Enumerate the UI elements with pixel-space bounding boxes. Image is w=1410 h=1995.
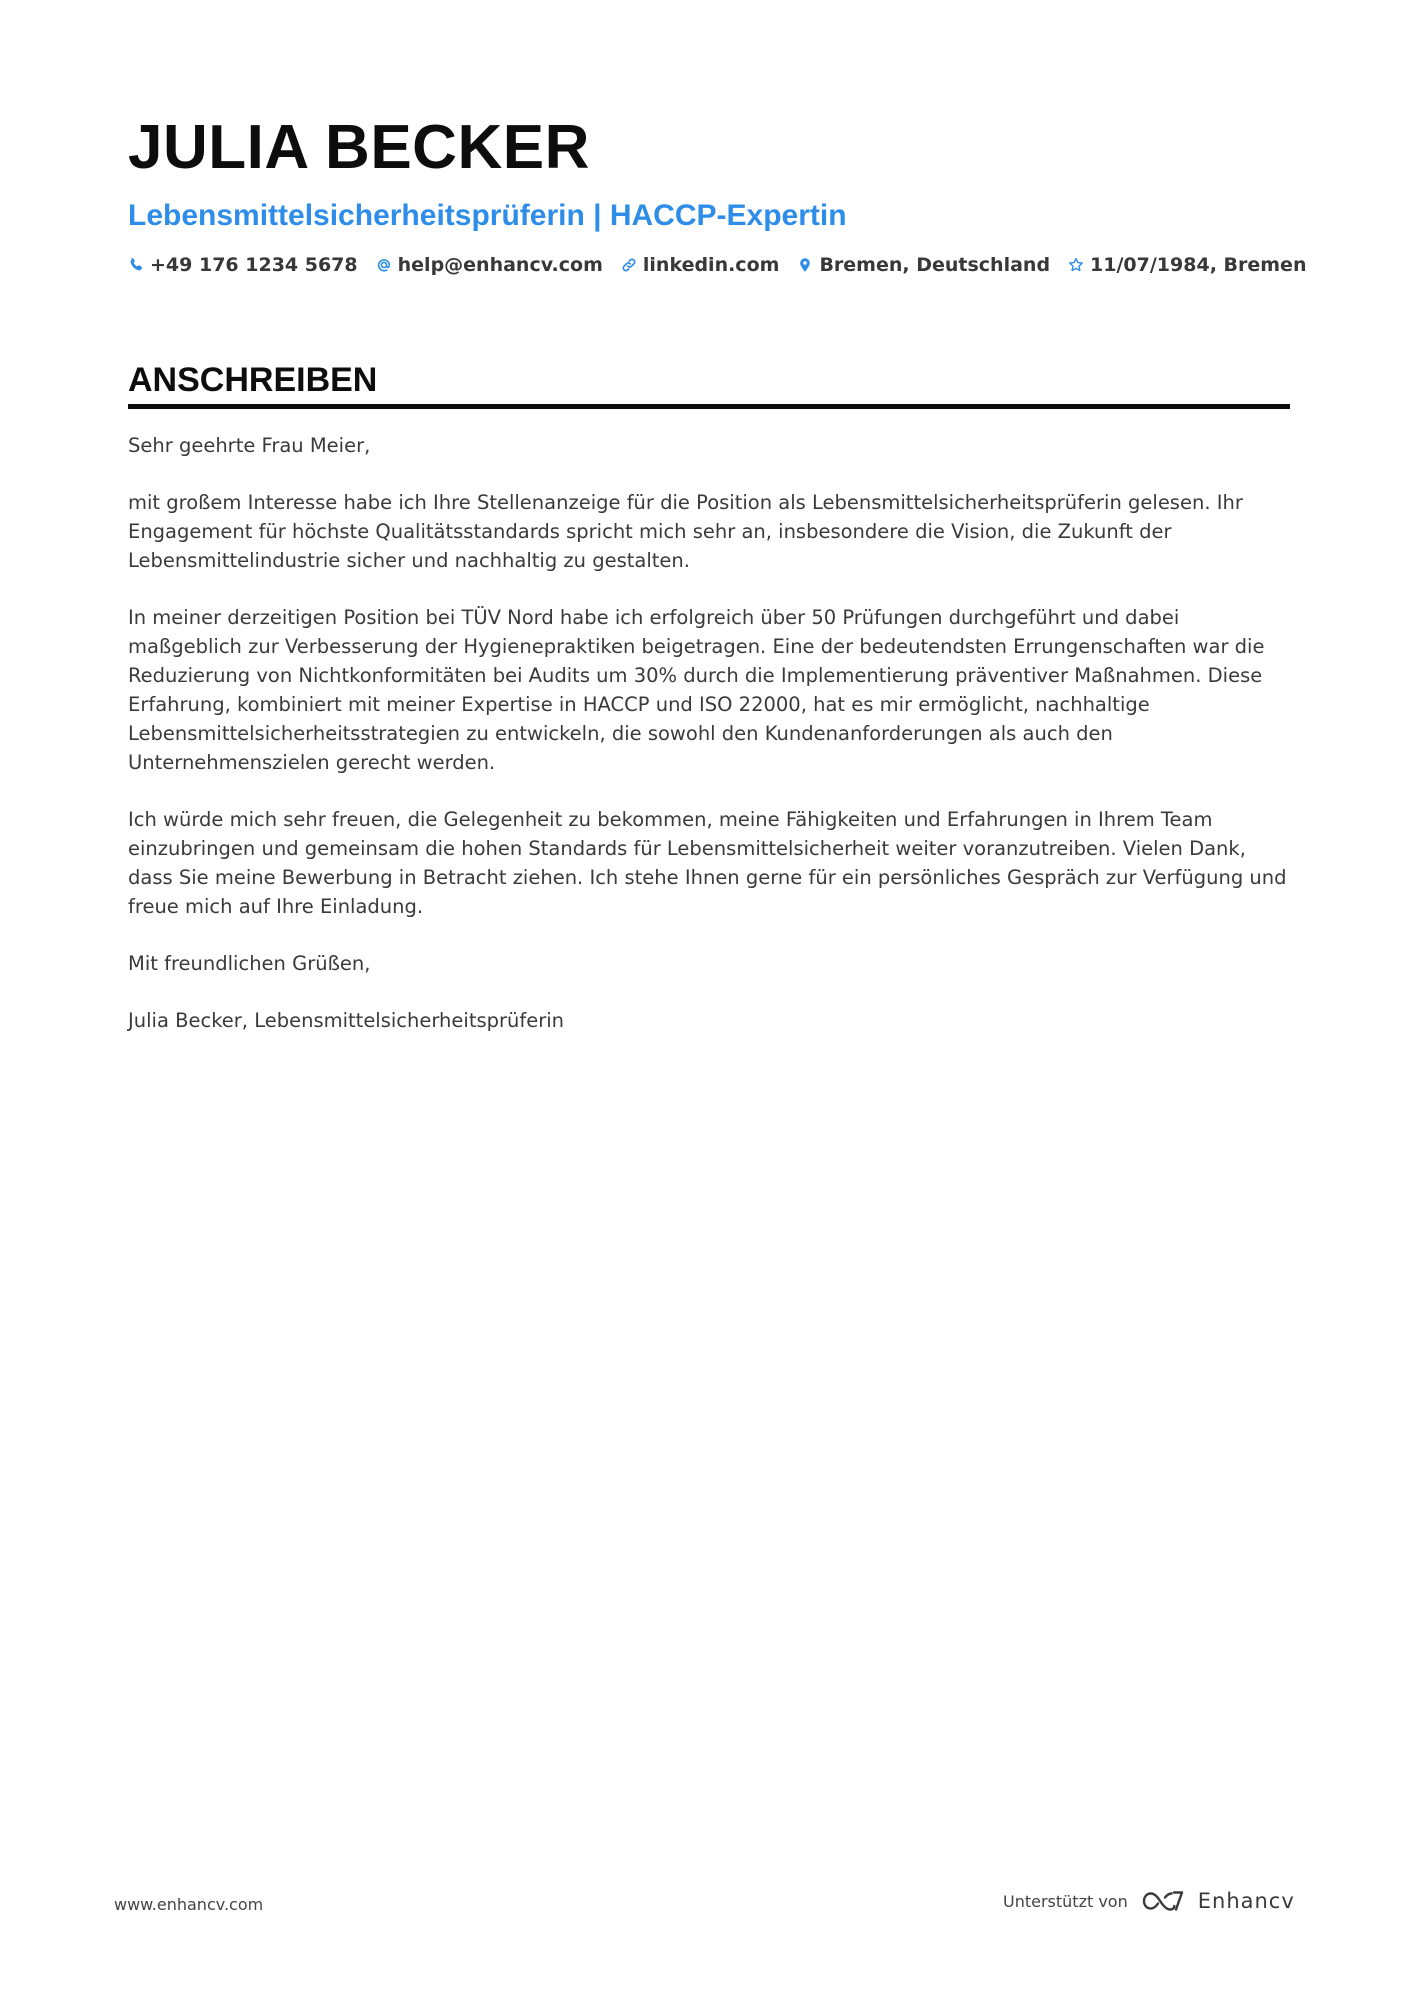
closing: Mit freundlichen Grüßen, (128, 952, 371, 975)
letter-paragraph: In meiner derzeitigen Position bei TÜV Nord habe ich erfolgreich über 50 Prüfungen durchgeführt und dabei maßgeblich zur Verbesserung der Hygienepraktiken beigetragen. Eine der bedeutendsten Errungenschaften war die Reduzierung von Nichtkonformitäten bei Audits um 30% durch die Implementierung präventiver Maßnahmen. Diese Erfahrung, kombiniert mit meiner Expertise in HACCP und ISO 22000, hat es mir ermöglicht, nachhaltige Lebensmittelsicherheitsstrategien zu entwickeln, die sowohl den Kundenanforderungen als auch den Unternehmenszielen gerecht werden. (128, 606, 1265, 774)
contact-email[interactable] (376, 254, 603, 276)
at-icon (376, 257, 392, 273)
email-text: help@enhancv.com (397, 254, 603, 276)
contact-bar (128, 254, 1307, 276)
location-pin-icon (797, 257, 813, 273)
letter-paragraph: Ich würde mich sehr freuen, die Gelegenheit zu bekommen, meine Fähigkeiten und Erfahrungen in Ihrem Team einzubringen und gemeinsam die hohen Standards für Lebensmittelsicherheit weiter voranzutreiben. Vielen Dank, dass Sie meine Bewerbung in Betracht ziehen. Ich stehe Ihnen gerne für ein persönliches Gespräch zur Verfügung und freue mich auf Ihre Einladung. (128, 808, 1287, 918)
birth-text: 11/07/1984, Bremen (1090, 254, 1307, 276)
location-text: Bremen, Deutschland (819, 254, 1051, 276)
cover-letter-page (128, 110, 1307, 1063)
enhancv-logo-icon (1140, 1888, 1186, 1914)
contact-phone[interactable] (128, 254, 358, 276)
job-title: Lebensmittelsicherheitsprüferin | HACCP-Expertin (128, 199, 847, 232)
link-icon (621, 257, 637, 273)
footer-branding[interactable] (1003, 1888, 1295, 1914)
star-icon (1068, 257, 1084, 273)
contact-location (797, 254, 1050, 276)
footer-website[interactable]: www.enhancv.com (114, 1895, 264, 1914)
letter-body (128, 431, 1290, 1035)
contact-linkedin[interactable] (621, 254, 780, 276)
applicant-name: JULIA BECKER (128, 113, 590, 182)
salutation: Sehr geehrte Frau Meier, (128, 434, 371, 457)
phone-icon (128, 257, 144, 273)
letter-paragraph: mit großem Interesse habe ich Ihre Stellenanzeige für die Position als Lebensmittelsicherheitsprüferin gelesen. Ihr Engagement für höchste Qualitätsstandards spricht mich sehr an, insbesondere die Vision, die Zukunft der Lebensmittelindustrie sicher und nachhaltig zu gestalten. (128, 491, 1243, 572)
linkedin-text: linkedin.com (642, 254, 780, 276)
section-heading: ANSCHREIBEN (128, 360, 1290, 409)
phone-text: +49 176 1234 5678 (150, 254, 358, 276)
contact-birth (1068, 254, 1306, 276)
signature: Julia Becker, Lebensmittelsicherheitsprüferin (128, 1009, 565, 1032)
powered-by-label: Unterstützt von (1003, 1891, 1128, 1911)
brand-name: Enhancv (1197, 1889, 1295, 1913)
